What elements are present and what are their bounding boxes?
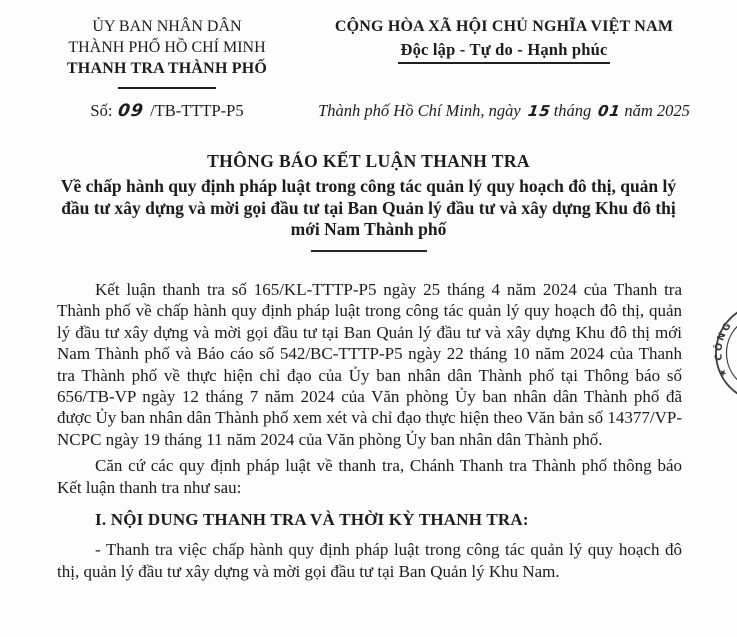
national-header [303, 16, 705, 122]
body-paragraph-1: Kết luận thanh tra số 165/KL-TTTP-P5 ngày 25 tháng 4 năm 2024 của Thanh tra Thành phố về chấp hành quy định pháp luật trong công tác quản lý quy hoạch đô thị, quản lý đầu tư xây dựng và mời gọi đầu tư tại Ban Quản lý đầu tư và xây dựng Khu đô thị mới Nam Thành phố và Báo cáo số 542/BC-TTTP-P5 ngày 22 tháng 10 năm 2024 của Thanh tra Thành phố về thực hiện chỉ đạo của Ủy ban nhân dân Thành phố tại Thông báo số 656/TB-VP ngày 12 tháng 7 năm 2024 của Văn phòng Ủy ban nhân dân Thành phố đã được Ủy ban nhân dân Thành phố xem xét và chỉ đạo thực hiện theo Văn bản số 14377/VP-NCPC ngày 19 tháng 11 năm 2024 của Văn phòng Ủy ban nhân dân Thành phố. [57, 280, 682, 449]
dateline-suffix: năm 2025 [624, 101, 690, 120]
national-motto: Độc lập - Tự do - Hạnh phúc [398, 39, 609, 64]
document-subtitle: Về chấp hành quy định pháp luật trong công tác quản lý quy hoạch đô thị, quản lý đầu tư xây dựng và mời gọi đầu tư tại Ban Quản lý đầu tư và xây dựng Khu đô thị mới Nam Thành phố [60, 176, 677, 239]
issuer-underline [118, 87, 216, 89]
issuer-line-1: ỦY BAN NHÂN DÂN [92, 18, 242, 35]
issuer-header [38, 16, 296, 122]
document-title: THÔNG BÁO KẾT LUẬN THANH TRA [207, 151, 530, 171]
document-number-line [38, 100, 296, 122]
place-date-line [303, 100, 705, 122]
national-header-line: CỘNG HÒA XÃ HỘI CHỦ NGHĨA VIỆT NAM [334, 18, 674, 35]
document-number-suffix: /TB-TTTP-P5 [150, 101, 244, 120]
body-paragraph-3: - Thanh tra việc chấp hành quy định pháp luật trong công tác quản lý quy hoạch đô thị, quản lý đầu tư xây dựng và mời gọi đầu tư tại Ban Quản lý Khu Nam. [57, 540, 682, 581]
section-1-heading: I. NỘI DUNG THANH TRA VÀ THỜI KỲ THANH TRA: [95, 510, 529, 530]
official-seal-icon [702, 291, 737, 416]
dateline-prefix: Thành phố Hồ Chí Minh, ngày [318, 101, 521, 120]
document-number-label: Số: [90, 101, 113, 120]
issuer-line-3: THANH TRA THÀNH PHỐ [66, 60, 268, 77]
issuer-line-2: THÀNH PHỐ HỒ CHÍ MINH [68, 39, 266, 56]
svg-text:★ CÔNG: ★ CÔNG [713, 319, 735, 379]
document-body [57, 279, 682, 582]
body-paragraph-2: Căn cứ các quy định pháp luật về thanh tra, Chánh Thanh tra Thành phố thông báo Kết luận thanh tra như sau: [57, 456, 682, 497]
handwritten-day: 15 [526, 102, 553, 120]
dateline-mid: tháng [553, 101, 592, 120]
handwritten-month: 01 [597, 102, 623, 120]
handwritten-document-number: 09 [117, 101, 146, 121]
title-underline [311, 250, 427, 252]
title-block [0, 151, 737, 252]
